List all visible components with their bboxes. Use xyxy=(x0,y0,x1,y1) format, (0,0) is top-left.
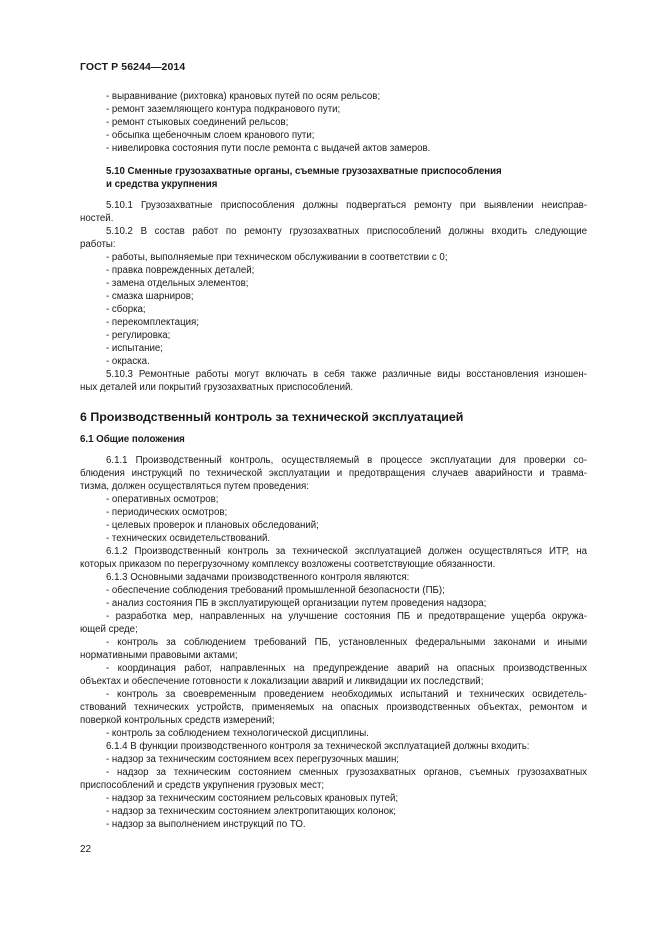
list-item-cont: объектах и обеспечение готовности к локализации аварий и ликвидации их последствий; xyxy=(80,676,484,687)
paragraph-5-10-3: 5.10.3 Ремонтные работы могут включать в себя также различные виды восстановления изношен- xyxy=(106,369,587,380)
list-item: - обсыпка щебеночным слоем кранового пути; xyxy=(106,130,315,141)
list-item: - работы, выполняемые при техническом обслуживании в соответствии с 0; xyxy=(106,252,448,263)
section-6-heading: 6 Производственный контроль за технической эксплуатацией xyxy=(80,410,464,424)
list-item: - сборка; xyxy=(106,304,146,315)
section-6-1-4-list xyxy=(80,753,587,831)
list-item: - надзор за техническим состоянием электропитающих колонок; xyxy=(106,806,396,817)
section-6-1-3-list xyxy=(80,584,587,740)
list-item: - периодических осмотров; xyxy=(106,507,228,518)
section-5-10-title: 5.10 Сменные грузозахватные органы, съемные грузозахватные приспособления xyxy=(106,166,502,177)
list-item-cont: приспособлений и средств укрупнения грузовых мест; xyxy=(80,780,325,791)
paragraph-5-10-2-cont: работы: xyxy=(80,239,116,250)
list-item: - выравнивание (рихтовка) крановых путей по осям рельсов; xyxy=(106,91,381,102)
list-item: - технических освидетельствований. xyxy=(106,533,271,544)
list-item: - надзор за техническим состоянием всех перегрузочных машин; xyxy=(106,754,399,765)
list-item: - испытание; xyxy=(106,343,163,354)
list-item: - надзор за техническим состоянием сменных грузозахватных органов, съемных грузозахватных xyxy=(106,767,587,778)
paragraph-6-1-2: 6.1.2 Производственный контроль за технической эксплуатацией должен осуществляться ИТР, на xyxy=(106,546,587,557)
list-item: - нивелировка состояния пути после ремонта с выдачей актов замеров. xyxy=(106,143,431,154)
section-6-1-1-list xyxy=(80,493,587,545)
page-number: 22 xyxy=(80,844,92,855)
paragraph-5-10-1-cont: ностей. xyxy=(80,213,114,224)
list-item: - перекомплектация; xyxy=(106,317,199,328)
list-item-cont: нормативными правовыми актами; xyxy=(80,650,238,661)
list-item: - окраска. xyxy=(106,356,150,367)
paragraph-6-1-2-cont: которых приказом по перегрузочному комплексу возложены соответствующие обязанности. xyxy=(80,559,496,570)
list-item: - надзор за выполнением инструкций по ТО. xyxy=(106,819,306,830)
list-item: - замена отдельных элементов; xyxy=(106,278,249,289)
section-5-10-title-cont: и средства укрупнения xyxy=(106,179,218,190)
list-item: - анализ состояния ПБ в эксплуатирующей организации путем проведения надзора; xyxy=(106,598,487,609)
section-6-1-heading: 6.1 Общие положения xyxy=(80,434,185,445)
list-item-cont: поверкой контрольных средств измерений; xyxy=(80,715,275,726)
list-item-cont: ствований технических устройств, применяемых на опасных производственных объектах, ремонтом и xyxy=(80,702,587,713)
list-item: - регулировка; xyxy=(106,330,171,341)
paragraph-6-1-1-cont: тизма, должен осуществляться путем проведения: xyxy=(80,481,309,492)
list-item: - контроль за соблюдением требований ПБ, установленных федеральными законами и иными xyxy=(106,637,587,648)
paragraph-5-10-1: 5.10.1 Грузозахватные приспособления должны подвергаться ремонту при выявлении неисправ- xyxy=(106,200,587,211)
list-item: - ремонт заземляющего контура подкранового пути; xyxy=(106,104,341,115)
paragraph-5-10-3-cont: ных деталей или покрытий грузозахватных приспособлений. xyxy=(80,382,354,393)
list-item: - надзор за техническим состоянием рельсовых крановых путей; xyxy=(106,793,399,804)
standard-header: ГОСТ Р 56244—2014 xyxy=(80,61,186,73)
section-5-10-2-list xyxy=(80,251,587,368)
list-item: - целевых проверок и плановых обследований; xyxy=(106,520,319,531)
list-item: - правка поврежденных деталей; xyxy=(106,265,255,276)
paragraph-6-1-1: 6.1.1 Производственный контроль, осуществляемый в процессе эксплуатации для проверки со- xyxy=(106,455,587,466)
paragraph-6-1-1-cont: блюдения инструкций по технической эксплуатации и предотвращения случаев аварийности и травма- xyxy=(80,468,587,479)
list-item: - смазка шарниров; xyxy=(106,291,194,302)
list-item: - ремонт стыковых соединений рельсов; xyxy=(106,117,289,128)
list-item: - контроль за своевременным проведением необходимых испытаний и технических освидетель- xyxy=(106,689,587,700)
section-5-9-list xyxy=(80,90,587,155)
document-body xyxy=(80,90,587,831)
paragraph-5-10-2: 5.10.2 В состав работ по ремонту грузозахватных приспособлений должны входить следующие xyxy=(106,226,587,237)
paragraph-6-1-4: 6.1.4 В функции производственного контроля за технической эксплуатацией должны входить: xyxy=(106,741,530,752)
list-item: - координация работ, направленных на предупреждение аварий на опасных производственных xyxy=(106,663,587,674)
paragraph-6-1-3: 6.1.3 Основными задачами производственного контроля являются: xyxy=(106,572,410,583)
list-item: - разработка мер, направленных на улучшение состояния ПБ и предотвращение ущерба окружа- xyxy=(106,611,587,622)
list-item: - обеспечение соблюдения требований промышленной безопасности (ПБ); xyxy=(106,585,445,596)
list-item-cont: ющей среде; xyxy=(80,624,138,635)
list-item: - оперативных осмотров; xyxy=(106,494,219,505)
list-item: - контроль за соблюдением технологической дисциплины. xyxy=(106,728,369,739)
